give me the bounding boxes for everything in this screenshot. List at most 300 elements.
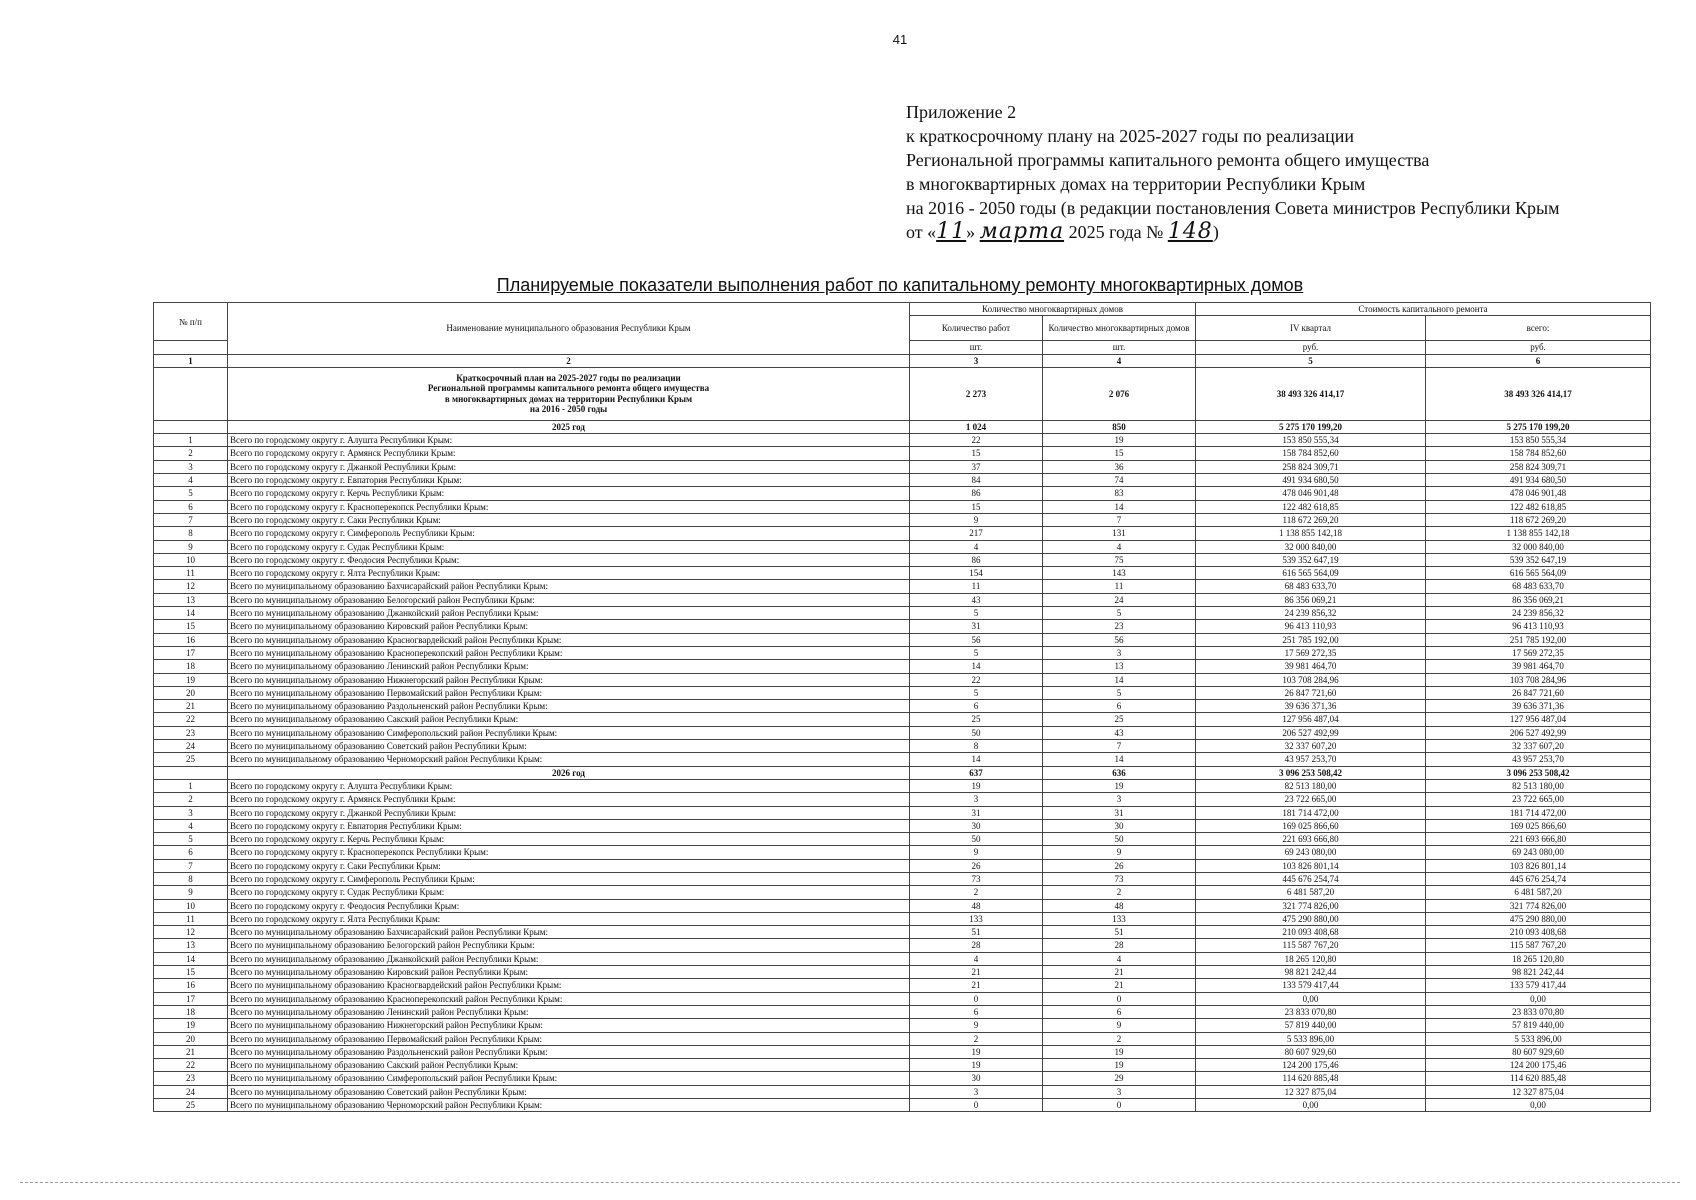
- row-q4: 39 981 464,70: [1196, 660, 1426, 673]
- row-num: 5: [154, 487, 228, 500]
- row-total: 124 200 175,46: [1426, 1059, 1651, 1072]
- row-total: 103 826 801,14: [1426, 859, 1651, 872]
- row-houses: 14: [1043, 673, 1196, 686]
- row-total: 69 243 080,00: [1426, 846, 1651, 859]
- row-total: 210 093 408,68: [1426, 926, 1651, 939]
- appendix-header: [906, 100, 1696, 244]
- row-works: 133: [910, 912, 1043, 925]
- row-num: 22: [154, 1059, 228, 1072]
- row-houses: 11: [1043, 580, 1196, 593]
- appendix-line: в многоквартирных домах на территории Республики Крым: [906, 174, 1366, 194]
- row-num: 14: [154, 607, 228, 620]
- row-works: 30: [910, 819, 1043, 832]
- row-num: 4: [154, 474, 228, 487]
- row-houses: 133: [1043, 912, 1196, 925]
- table-row: [154, 726, 1651, 739]
- row-num: 17: [154, 646, 228, 659]
- row-q4: 23 722 665,00: [1196, 793, 1426, 806]
- row-works: 9: [910, 513, 1043, 526]
- row-works: 19: [910, 1059, 1043, 1072]
- row-total: 12 327 875,04: [1426, 1085, 1651, 1098]
- row-works: 4: [910, 952, 1043, 965]
- year-total: 5 275 170 199,20: [1426, 420, 1651, 433]
- row-houses: 14: [1043, 753, 1196, 766]
- row-houses: 21: [1043, 979, 1196, 992]
- row-works: 15: [910, 447, 1043, 460]
- column-number-row: [154, 354, 1651, 367]
- row-houses: 3: [1043, 646, 1196, 659]
- table-row: [154, 1045, 1651, 1058]
- row-houses: 51: [1043, 926, 1196, 939]
- row-municipality: Всего по муниципальному образованию Раздольненский район Республики Крым:: [228, 1045, 910, 1058]
- summary-line: Региональной программы капитального ремонта общего имущества: [427, 383, 710, 394]
- year-total-row: [154, 420, 1651, 433]
- row-q4: 80 607 929,60: [1196, 1045, 1426, 1058]
- row-houses: 6: [1043, 700, 1196, 713]
- row-houses: 24: [1043, 593, 1196, 606]
- summary-total: 38 493 326 414,17: [1426, 367, 1651, 420]
- table-row: [154, 806, 1651, 819]
- table-row: [154, 793, 1651, 806]
- row-num: 12: [154, 580, 228, 593]
- row-works: 50: [910, 726, 1043, 739]
- row-total: 82 513 180,00: [1426, 779, 1651, 792]
- year-label: 2025 год: [228, 420, 910, 433]
- row-works: 2: [910, 886, 1043, 899]
- row-q4: 26 847 721,60: [1196, 686, 1426, 699]
- table-row: [154, 487, 1651, 500]
- row-houses: 5: [1043, 686, 1196, 699]
- row-total: 32 337 607,20: [1426, 740, 1651, 753]
- table-row: [154, 434, 1651, 447]
- row-houses: 2: [1043, 886, 1196, 899]
- row-works: 0: [910, 1099, 1043, 1112]
- row-municipality: Всего по муниципальному образованию Сакский район Республики Крым:: [228, 1059, 910, 1072]
- row-total: 23 722 665,00: [1426, 793, 1651, 806]
- row-municipality: Всего по городскому округу г. Феодосия Республики Крым:: [228, 553, 910, 566]
- col-number: 4: [1043, 354, 1196, 367]
- row-works: 56: [910, 633, 1043, 646]
- row-total: 321 774 826,00: [1426, 899, 1651, 912]
- scan-edge-line: [20, 1182, 1680, 1183]
- row-houses: 19: [1043, 1059, 1196, 1072]
- appendix-line: Региональной программы капитального ремонта общего имущества: [906, 150, 1430, 170]
- row-num: 20: [154, 686, 228, 699]
- row-total: 206 527 492,99: [1426, 726, 1651, 739]
- row-num: 1: [154, 434, 228, 447]
- year-q4: 5 275 170 199,20: [1196, 420, 1426, 433]
- table-row: [154, 1032, 1651, 1045]
- date-year: 2025 года №: [1068, 222, 1164, 242]
- row-q4: 122 482 618,85: [1196, 500, 1426, 513]
- row-houses: 3: [1043, 1085, 1196, 1098]
- row-total: 6 481 587,20: [1426, 886, 1651, 899]
- header-houses: Количество многоквартирных домов: [1043, 316, 1196, 341]
- row-total: 1 138 855 142,18: [1426, 527, 1651, 540]
- row-works: 217: [910, 527, 1043, 540]
- row-num: 5: [154, 833, 228, 846]
- row-works: 26: [910, 859, 1043, 872]
- row-municipality: Всего по городскому округу г. Ялта Республики Крым:: [228, 912, 910, 925]
- row-num: 6: [154, 846, 228, 859]
- col-number: 6: [1426, 354, 1651, 367]
- row-total: 17 569 272,35: [1426, 646, 1651, 659]
- row-municipality: Всего по городскому округу г. Алушта Республики Крым:: [228, 434, 910, 447]
- row-municipality: Всего по городскому округу г. Джанкой Республики Крым:: [228, 460, 910, 473]
- table-row: [154, 886, 1651, 899]
- row-total: 0,00: [1426, 992, 1651, 1005]
- row-total: 491 934 680,50: [1426, 474, 1651, 487]
- row-works: 15: [910, 500, 1043, 513]
- row-num: 15: [154, 966, 228, 979]
- table-row: [154, 872, 1651, 885]
- row-total: 23 833 070,80: [1426, 1005, 1651, 1018]
- header-name: Наименование муниципального образования Республики Крым: [228, 303, 910, 355]
- table-row: [154, 646, 1651, 659]
- table-row: [154, 859, 1651, 872]
- row-total: 221 693 666,80: [1426, 833, 1651, 846]
- page-number: 41: [892, 32, 908, 47]
- row-houses: 14: [1043, 500, 1196, 513]
- row-q4: 18 265 120,80: [1196, 952, 1426, 965]
- header-group-cost: Стоимость капитального ремонта: [1196, 303, 1651, 316]
- row-works: 84: [910, 474, 1043, 487]
- summary-num: [154, 367, 228, 420]
- row-num: 16: [154, 979, 228, 992]
- row-municipality: Всего по муниципальному образованию Ленинский район Республики Крым:: [228, 660, 910, 673]
- row-works: 48: [910, 899, 1043, 912]
- row-works: 14: [910, 660, 1043, 673]
- row-works: 73: [910, 872, 1043, 885]
- row-municipality: Всего по городскому округу г. Керчь Республики Крым:: [228, 487, 910, 500]
- row-total: 181 714 472,00: [1426, 806, 1651, 819]
- year-empty: [154, 766, 228, 779]
- row-q4: 445 676 254,74: [1196, 872, 1426, 885]
- row-total: 118 672 269,20: [1426, 513, 1651, 526]
- summary-houses: 2 076: [1043, 367, 1196, 420]
- row-num: 2: [154, 793, 228, 806]
- row-works: 154: [910, 567, 1043, 580]
- row-total: 32 000 840,00: [1426, 540, 1651, 553]
- table-row: [154, 686, 1651, 699]
- row-q4: 127 956 487,04: [1196, 713, 1426, 726]
- table-row: [154, 753, 1651, 766]
- appendix-date-line: [906, 220, 1696, 244]
- row-num: 20: [154, 1032, 228, 1045]
- appendix-line: Приложение 2: [906, 102, 1017, 122]
- row-municipality: Всего по городскому округу г. Саки Республики Крым:: [228, 513, 910, 526]
- row-works: 31: [910, 806, 1043, 819]
- table-row: [154, 1019, 1651, 1032]
- row-total: 153 850 555,34: [1426, 434, 1651, 447]
- year-houses: 850: [1043, 420, 1196, 433]
- table-row: [154, 607, 1651, 620]
- row-municipality: Всего по городскому округу г. Красноперекопск Республики Крым:: [228, 846, 910, 859]
- summary-line: Краткосрочный план на 2025-2027 годы по реализации: [456, 372, 681, 383]
- summary-works: 2 273: [910, 367, 1043, 420]
- row-municipality: Всего по городскому округу г. Армянск Республики Крым:: [228, 447, 910, 460]
- row-houses: 0: [1043, 1099, 1196, 1112]
- table-row: [154, 620, 1651, 633]
- row-works: 22: [910, 673, 1043, 686]
- row-houses: 7: [1043, 513, 1196, 526]
- table-row: [154, 833, 1651, 846]
- row-houses: 43: [1043, 726, 1196, 739]
- row-num: 24: [154, 740, 228, 753]
- table-row: [154, 779, 1651, 792]
- row-total: 43 957 253,70: [1426, 753, 1651, 766]
- row-total: 39 636 371,36: [1426, 700, 1651, 713]
- row-num: 11: [154, 912, 228, 925]
- row-municipality: Всего по городскому округу г. Симферополь Республики Крым:: [228, 872, 910, 885]
- table-row: [154, 513, 1651, 526]
- row-works: 5: [910, 607, 1043, 620]
- col-number: 5: [1196, 354, 1426, 367]
- row-num: 17: [154, 992, 228, 1005]
- year-houses: 636: [1043, 766, 1196, 779]
- table-row: [154, 460, 1651, 473]
- row-num: 19: [154, 1019, 228, 1032]
- row-total: 133 579 417,44: [1426, 979, 1651, 992]
- row-q4: 17 569 272,35: [1196, 646, 1426, 659]
- row-q4: 12 327 875,04: [1196, 1085, 1426, 1098]
- unit-empty: [154, 341, 228, 354]
- row-municipality: Всего по городскому округу г. Евпатория Республики Крым:: [228, 819, 910, 832]
- summary-line: на 2016 - 2050 годы: [529, 404, 608, 415]
- header-num: № п/п: [154, 303, 228, 341]
- unit-rub: руб.: [1196, 341, 1426, 354]
- row-q4: 68 483 633,70: [1196, 580, 1426, 593]
- row-municipality: Всего по городскому округу г. Судак Республики Крым:: [228, 886, 910, 899]
- row-num: 10: [154, 553, 228, 566]
- row-houses: 74: [1043, 474, 1196, 487]
- row-houses: 26: [1043, 859, 1196, 872]
- row-municipality: Всего по городскому округу г. Судак Республики Крым:: [228, 540, 910, 553]
- row-total: 122 482 618,85: [1426, 500, 1651, 513]
- row-total: 478 046 901,48: [1426, 487, 1651, 500]
- row-q4: 32 000 840,00: [1196, 540, 1426, 553]
- row-num: 4: [154, 819, 228, 832]
- row-q4: 0,00: [1196, 992, 1426, 1005]
- row-total: 115 587 767,20: [1426, 939, 1651, 952]
- row-works: 28: [910, 939, 1043, 952]
- row-q4: 32 337 607,20: [1196, 740, 1426, 753]
- row-works: 4: [910, 540, 1043, 553]
- row-works: 19: [910, 1045, 1043, 1058]
- table-row: [154, 1059, 1651, 1072]
- row-total: 539 352 647,19: [1426, 553, 1651, 566]
- row-municipality: Всего по муниципальному образованию Красноперекопский район Республики Крым:: [228, 646, 910, 659]
- row-q4: 169 025 866,60: [1196, 819, 1426, 832]
- row-q4: 6 481 587,20: [1196, 886, 1426, 899]
- row-houses: 13: [1043, 660, 1196, 673]
- row-works: 22: [910, 434, 1043, 447]
- year-works: 637: [910, 766, 1043, 779]
- row-municipality: Всего по муниципальному образованию Сакский район Республики Крым:: [228, 713, 910, 726]
- row-q4: 23 833 070,80: [1196, 1005, 1426, 1018]
- table-row: [154, 567, 1651, 580]
- row-houses: 21: [1043, 966, 1196, 979]
- row-works: 8: [910, 740, 1043, 753]
- row-total: 445 676 254,74: [1426, 872, 1651, 885]
- handwritten-number: 148: [1167, 219, 1213, 244]
- header-works: Количество работ: [910, 316, 1043, 341]
- row-municipality: Всего по муниципальному образованию Джанкойский район Республики Крым:: [228, 952, 910, 965]
- row-houses: 9: [1043, 1019, 1196, 1032]
- row-num: 22: [154, 713, 228, 726]
- table-row: [154, 673, 1651, 686]
- table-row: [154, 1099, 1651, 1112]
- row-q4: 251 785 192,00: [1196, 633, 1426, 646]
- row-works: 25: [910, 713, 1043, 726]
- table-row: [154, 500, 1651, 513]
- row-works: 5: [910, 646, 1043, 659]
- row-works: 11: [910, 580, 1043, 593]
- row-works: 19: [910, 779, 1043, 792]
- row-q4: 539 352 647,19: [1196, 553, 1426, 566]
- row-houses: 75: [1043, 553, 1196, 566]
- row-houses: 3: [1043, 793, 1196, 806]
- row-works: 43: [910, 593, 1043, 606]
- table-row: [154, 593, 1651, 606]
- row-q4: 153 850 555,34: [1196, 434, 1426, 447]
- row-municipality: Всего по муниципальному образованию Красногвардейский район Республики Крым:: [228, 979, 910, 992]
- row-municipality: Всего по муниципальному образованию Красноперекопский район Республики Крым:: [228, 992, 910, 1005]
- row-houses: 7: [1043, 740, 1196, 753]
- row-q4: 5 533 896,00: [1196, 1032, 1426, 1045]
- table-row: [154, 992, 1651, 1005]
- row-num: 12: [154, 926, 228, 939]
- row-houses: 4: [1043, 540, 1196, 553]
- row-municipality: Всего по муниципальному образованию Черноморский район Республики Крым:: [228, 1099, 910, 1112]
- row-works: 86: [910, 487, 1043, 500]
- table-row: [154, 580, 1651, 593]
- row-num: 13: [154, 939, 228, 952]
- table-row: [154, 700, 1651, 713]
- row-houses: 25: [1043, 713, 1196, 726]
- summary-line: в многоквартирных домах на территории Республики Крым: [444, 393, 693, 404]
- row-houses: 15: [1043, 447, 1196, 460]
- appendix-line: на 2016 - 2050 годы (в редакции постановления Совета министров Республики Крым: [906, 198, 1560, 218]
- row-municipality: Всего по муниципальному образованию Кировский район Республики Крым:: [228, 620, 910, 633]
- row-houses: 2: [1043, 1032, 1196, 1045]
- table-row: [154, 527, 1651, 540]
- row-total: 127 956 487,04: [1426, 713, 1651, 726]
- row-num: 13: [154, 593, 228, 606]
- row-total: 5 533 896,00: [1426, 1032, 1651, 1045]
- table-row: [154, 979, 1651, 992]
- row-houses: 131: [1043, 527, 1196, 540]
- row-houses: 30: [1043, 819, 1196, 832]
- row-q4: 69 243 080,00: [1196, 846, 1426, 859]
- row-total: 158 784 852,60: [1426, 447, 1651, 460]
- row-num: 2: [154, 447, 228, 460]
- row-num: 18: [154, 1005, 228, 1018]
- row-houses: 143: [1043, 567, 1196, 580]
- row-works: 9: [910, 1019, 1043, 1032]
- row-q4: 57 819 440,00: [1196, 1019, 1426, 1032]
- row-q4: 96 413 110,93: [1196, 620, 1426, 633]
- row-q4: 475 290 880,00: [1196, 912, 1426, 925]
- table-row: [154, 912, 1651, 925]
- row-q4: 98 821 242,44: [1196, 966, 1426, 979]
- row-q4: 616 565 564,09: [1196, 567, 1426, 580]
- row-num: 9: [154, 886, 228, 899]
- row-houses: 73: [1043, 872, 1196, 885]
- year-label: 2026 год: [228, 766, 910, 779]
- header-group-count: Количество многоквартирных домов: [910, 303, 1196, 316]
- handwritten-month: марта: [979, 219, 1065, 244]
- row-works: 30: [910, 1072, 1043, 1085]
- row-num: 1: [154, 779, 228, 792]
- row-total: 80 607 929,60: [1426, 1045, 1651, 1058]
- row-works: 14: [910, 753, 1043, 766]
- row-works: 50: [910, 833, 1043, 846]
- row-num: 8: [154, 872, 228, 885]
- row-num: 25: [154, 1099, 228, 1112]
- row-num: 25: [154, 753, 228, 766]
- row-q4: 24 239 856,32: [1196, 607, 1426, 620]
- year-q4: 3 096 253 508,42: [1196, 766, 1426, 779]
- row-total: 251 785 192,00: [1426, 633, 1651, 646]
- table-row: [154, 740, 1651, 753]
- row-total: 0,00: [1426, 1099, 1651, 1112]
- row-num: 23: [154, 1072, 228, 1085]
- row-num: 7: [154, 513, 228, 526]
- row-q4: 1 138 855 142,18: [1196, 527, 1426, 540]
- row-q4: 221 693 666,80: [1196, 833, 1426, 846]
- row-num: 24: [154, 1085, 228, 1098]
- row-municipality: Всего по муниципальному образованию Нижнегорский район Республики Крым:: [228, 673, 910, 686]
- summary-q4: 38 493 326 414,17: [1196, 367, 1426, 420]
- table-row: [154, 553, 1651, 566]
- row-q4: 258 824 309,71: [1196, 460, 1426, 473]
- row-municipality: Всего по муниципальному образованию Бахчисарайский район Республики Крым:: [228, 926, 910, 939]
- row-houses: 19: [1043, 434, 1196, 447]
- table-row: [154, 899, 1651, 912]
- row-works: 2: [910, 1032, 1043, 1045]
- row-q4: 321 774 826,00: [1196, 899, 1426, 912]
- row-houses: 28: [1043, 939, 1196, 952]
- row-num: 16: [154, 633, 228, 646]
- row-works: 6: [910, 1005, 1043, 1018]
- row-works: 37: [910, 460, 1043, 473]
- table-row: [154, 660, 1651, 673]
- row-houses: 48: [1043, 899, 1196, 912]
- row-q4: 491 934 680,50: [1196, 474, 1426, 487]
- row-q4: 478 046 901,48: [1196, 487, 1426, 500]
- row-num: 18: [154, 660, 228, 673]
- row-total: 68 483 633,70: [1426, 580, 1651, 593]
- row-num: 15: [154, 620, 228, 633]
- row-municipality: Всего по муниципальному образованию Ленинский район Республики Крым:: [228, 1005, 910, 1018]
- row-municipality: Всего по городскому округу г. Саки Республики Крым:: [228, 859, 910, 872]
- row-total: 26 847 721,60: [1426, 686, 1651, 699]
- row-houses: 0: [1043, 992, 1196, 1005]
- row-municipality: Всего по городскому округу г. Ялта Республики Крым:: [228, 567, 910, 580]
- row-total: 114 620 885,48: [1426, 1072, 1651, 1085]
- table-row: [154, 966, 1651, 979]
- summary-row: [154, 367, 1651, 420]
- row-municipality: Всего по муниципальному образованию Нижнегорский район Республики Крым:: [228, 1019, 910, 1032]
- row-num: 10: [154, 899, 228, 912]
- row-houses: 23: [1043, 620, 1196, 633]
- row-works: 6: [910, 700, 1043, 713]
- row-works: 5: [910, 686, 1043, 699]
- row-q4: 43 957 253,70: [1196, 753, 1426, 766]
- table-row: [154, 713, 1651, 726]
- row-q4: 206 527 492,99: [1196, 726, 1426, 739]
